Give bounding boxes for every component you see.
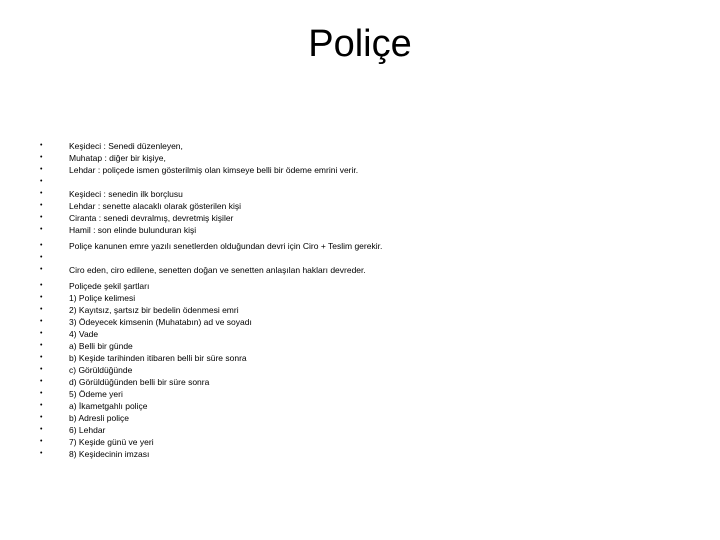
list-item: • b) Keşide tarihinden itibaren belli bir süre sonra bbox=[40, 352, 680, 364]
list-item: • 1) Poliçe kelimesi bbox=[40, 292, 680, 304]
list-item: • d) Görüldüğünden belli bir süre sonra bbox=[40, 376, 680, 388]
list-item: • 3) Ödeyecek kimsenin (Muhatabın) ad ve soyadı bbox=[40, 316, 680, 328]
list-item bbox=[40, 176, 680, 188]
slide-title: Poliçe bbox=[308, 23, 412, 65]
list-item bbox=[40, 252, 680, 264]
list-item: • 4) Vade bbox=[40, 328, 680, 340]
list-item: • Poliçede şekil şartları bbox=[40, 280, 680, 292]
list-item: • a) Belli bir günde bbox=[40, 340, 680, 352]
list-item: • 8) Keşidecinin imzası bbox=[40, 448, 680, 460]
list-item: • c) Görüldüğünde bbox=[40, 364, 680, 376]
list-item: • Keşideci : senedin ilk borçlusu bbox=[40, 188, 680, 200]
list-item: • 2) Kayıtsız, şartsız bir bedelin ödenmesi emri bbox=[40, 304, 680, 316]
list-item: • 6) Lehdar bbox=[40, 424, 680, 436]
list-item: • Keşideci : Senedi düzenleyen, bbox=[40, 140, 680, 152]
list-item: • Muhatap : diğer bir kişiye, bbox=[40, 152, 680, 164]
list-item: • 5) Ödeme yeri bbox=[40, 388, 680, 400]
list-item: • Lehdar : poliçede ismen gösterilmiş olan kimseye belli bir ödeme emrini verir. bbox=[40, 164, 680, 176]
list-item: • Poliçe kanunen emre yazılı senetlerden olduğundan devri için Ciro + Teslim gerekir. bbox=[40, 240, 680, 252]
list-item: • b) Adresli poliçe bbox=[40, 412, 680, 424]
bullet-list bbox=[40, 140, 680, 460]
list-item: • Hamil : son elinde bulunduran kişi bbox=[40, 224, 680, 236]
list-item: • Lehdar : senette alacaklı olarak gösterilen kişi bbox=[40, 200, 680, 212]
list-item: • 7) Keşide günü ve yeri bbox=[40, 436, 680, 448]
list-item: • Ciro eden, ciro edilene, senetten doğan ve senetten anlaşılan hakları devreder. bbox=[40, 264, 680, 276]
list-item: • a) İkametgahlı poliçe bbox=[40, 400, 680, 412]
list-item: • Ciranta : senedi devralmış, devretmiş kişiler bbox=[40, 212, 680, 224]
